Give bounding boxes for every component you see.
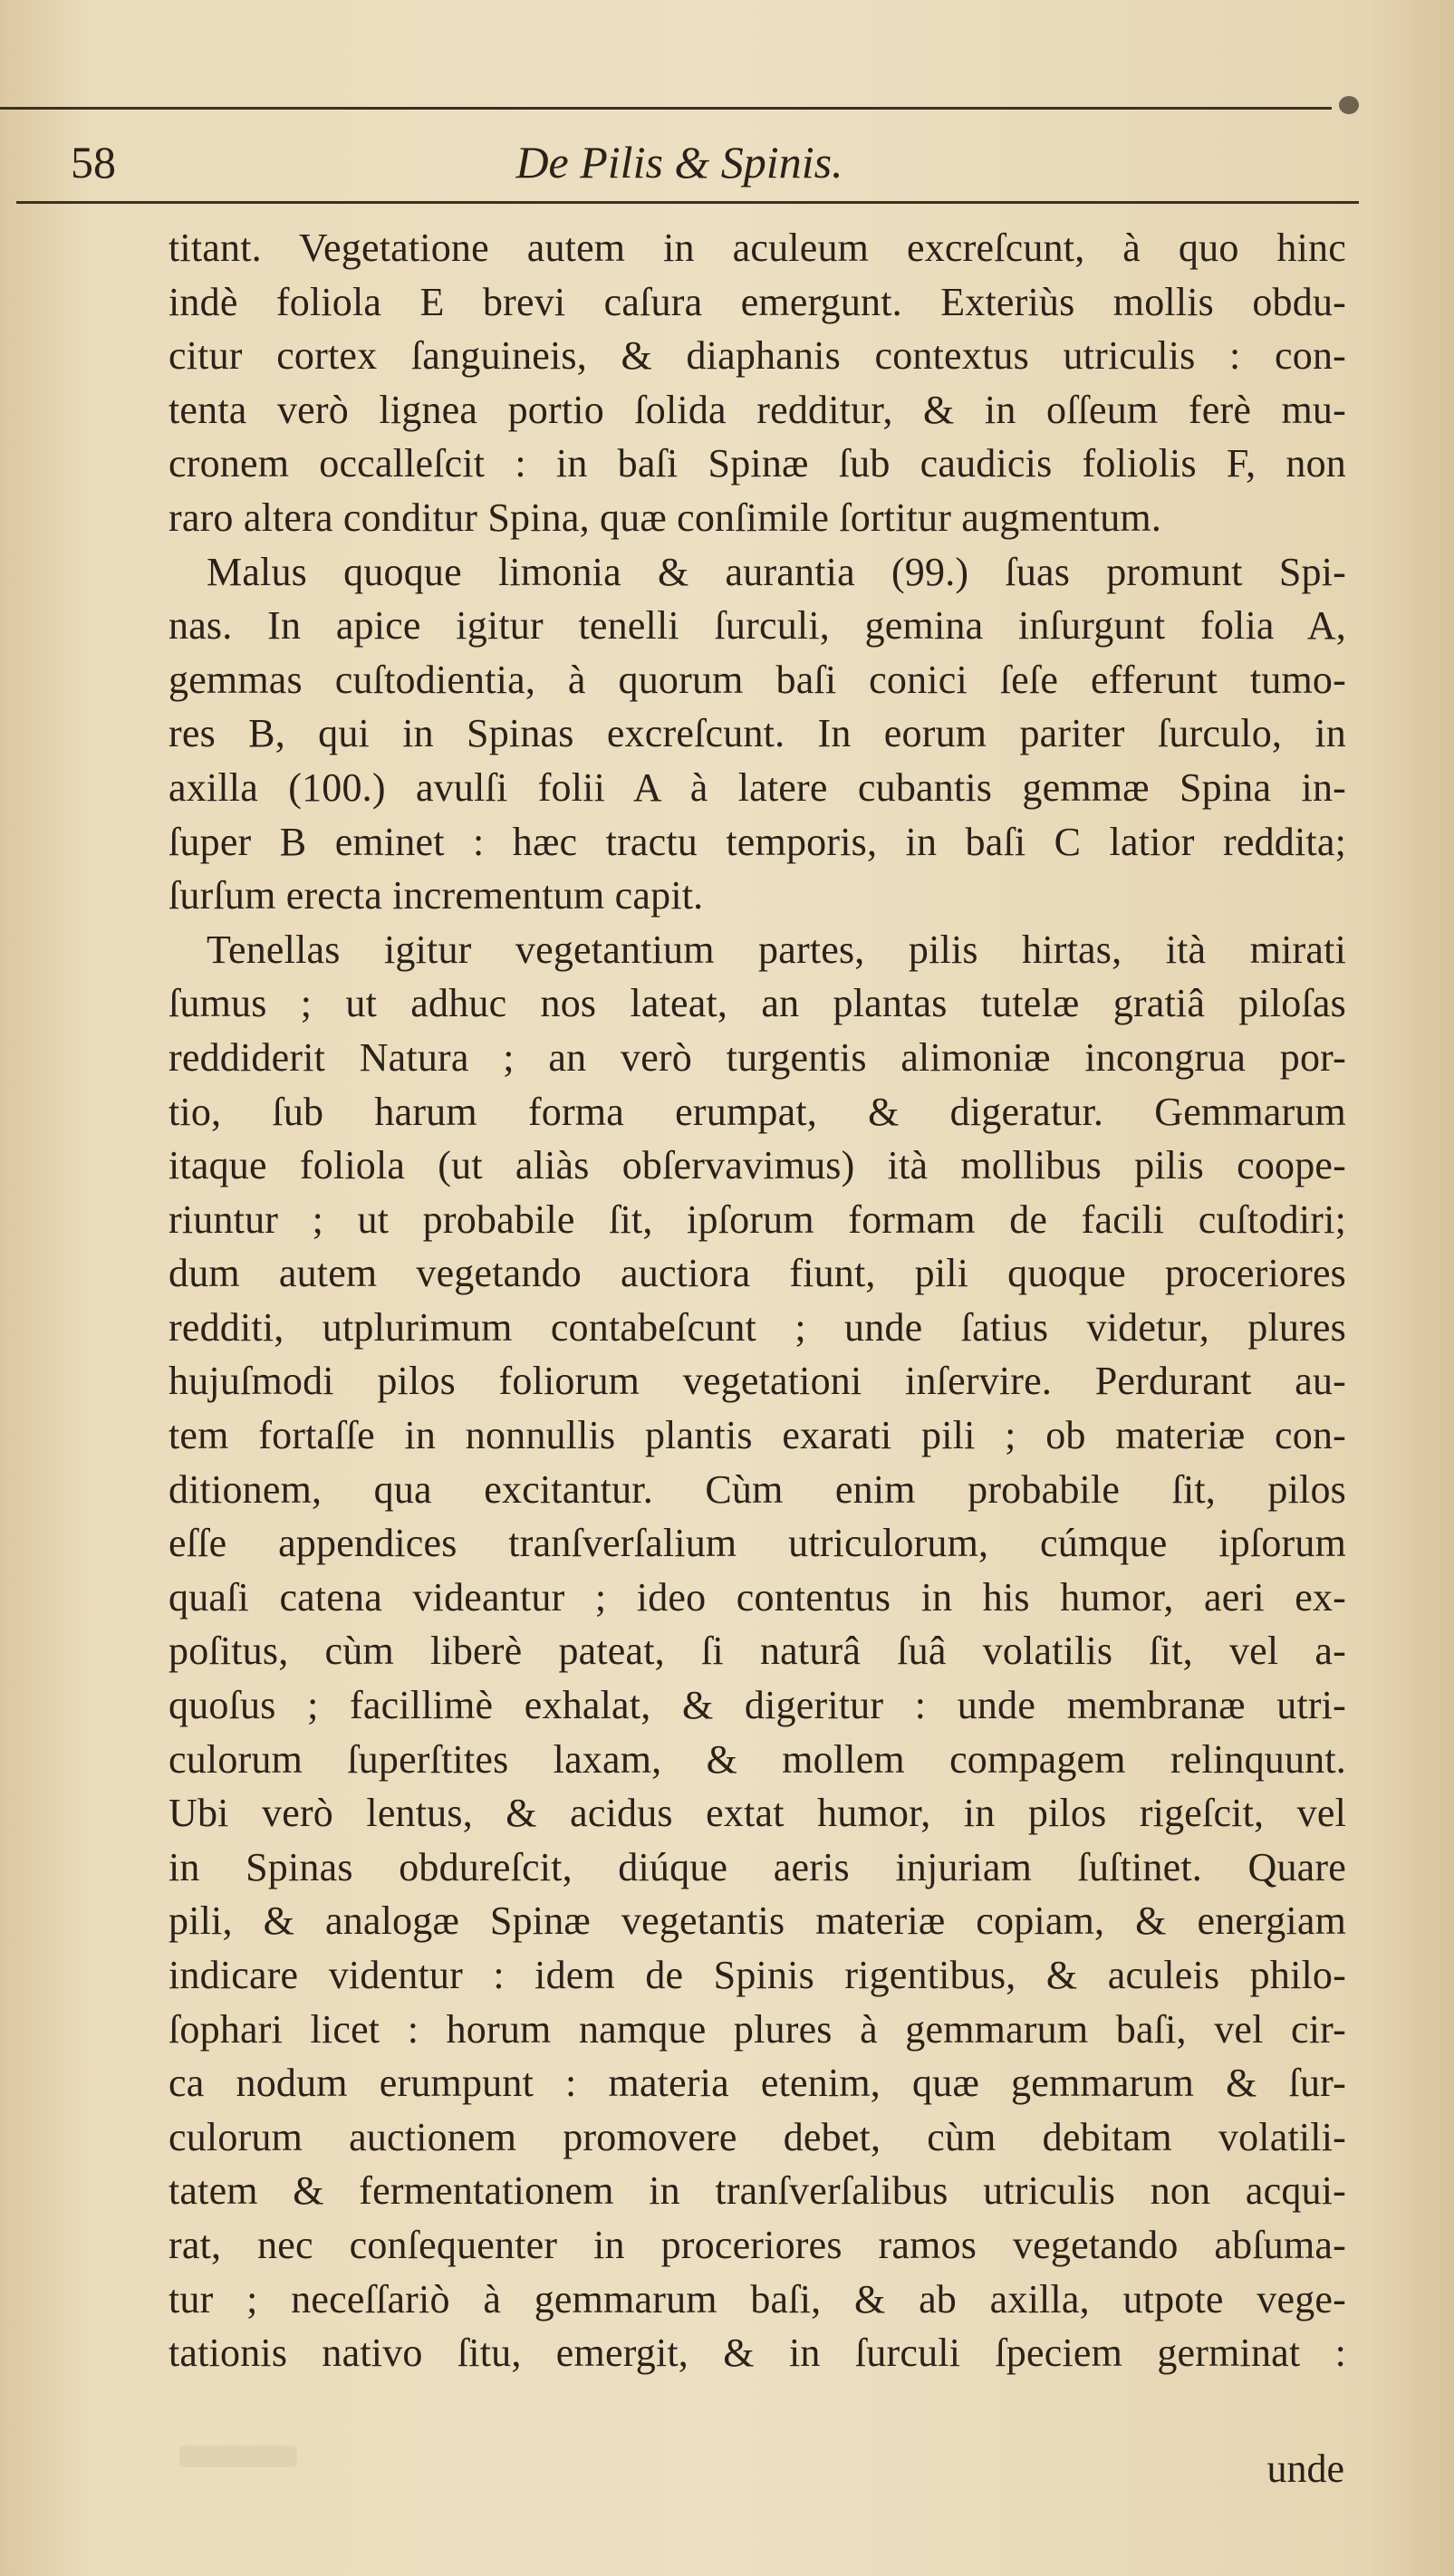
running-head: De Pilis & Spinis. <box>515 137 843 187</box>
text-line: eſſe appendices tranſverſalium utriculorum, cúmque ipſorum <box>169 1521 1346 1566</box>
text-line: cronem occalleſcit : in baſi Spinæ ſub caudicis foliolis F, non <box>169 441 1346 486</box>
text-line: axilla (100.) avulſi folii A à latere cubantis gemmæ Spina in- <box>169 764 1346 810</box>
text-line: indicare videntur : idem de Spinis rigentibus, & aculeis philo- <box>169 1953 1346 1997</box>
text-line: hujuſmodi pilos foliorum vegetationi inſervire. Perdurant au- <box>169 1359 1346 1404</box>
text-line: culorum ſuperſtites laxam, & mollem compagem relinquunt. <box>169 1736 1346 1782</box>
text-line: tur ; neceſſariò à gemmarum baſi, & ab axilla, utpote vege- <box>169 2276 1346 2321</box>
text-line: quaſi catena videantur ; ideo contentus in his humor, aeri ex- <box>169 1574 1346 1620</box>
text-line: indè foliola E brevi caſura emergunt. Exteriùs mollis obdu- <box>169 279 1346 324</box>
catchword: unde <box>1266 2446 1344 2491</box>
text-line: tationis nativo ſitu, emergit, & in ſurculi ſpeciem germinat : <box>169 2331 1346 2376</box>
text-line: nas. In apice igitur tenelli ſurculi, gemina inſurgunt folia A, <box>169 603 1346 649</box>
ink-smudge <box>179 2446 297 2467</box>
text-line: ditionem, qua excitantur. Cùm enim probabile ſit, pilos <box>169 1466 1346 1512</box>
text-line: dum autem vegetando auctiora fiunt, pili quoque proceriores <box>169 1251 1346 1296</box>
text-line: reddiderit Natura ; an verò turgentis alimoniæ incongrua por- <box>169 1034 1346 1080</box>
text-line: Ubi verò lentus, & acidus extat humor, in pilos rigeſcit, vel <box>169 1791 1346 1836</box>
text-line: ſumus ; ut adhuc nos lateat, an plantas tutelæ gratiâ piloſas <box>169 981 1346 1026</box>
text-line: ſuper B eminet : hæc tractu temporis, in baſi C latior reddita; <box>169 819 1346 864</box>
text-line: tenta verò lignea portio ſolida redditur, & in oſſeum ferè mu- <box>169 387 1346 432</box>
text-line: gemmas cuſtodientia, à quorum baſi conici ſeſe efferunt tumo- <box>169 657 1346 702</box>
header-rule <box>16 201 1359 204</box>
text-line: in Spinas obdureſcit, diúque aeris injuriam ſuſtinet. Quare <box>169 1844 1346 1889</box>
text-line: riuntur ; ut probabile ſit, ipſorum formam de facili cuſtodiri; <box>169 1197 1346 1242</box>
text-line: pili, & analogæ Spinæ vegetantis materiæ copiam, & energiam <box>169 1898 1346 1944</box>
text-line: ſophari licet : horum namque plures à gemmarum baſi, vel cir- <box>169 2006 1346 2052</box>
ink-blot <box>1339 96 1359 114</box>
paragraph-start-line: Tenellas igitur vegetantium partes, pilis hirtas, ità mirati <box>207 927 1346 972</box>
text-line: ca nodum erumpunt : materia etenim, quæ gemmarum & ſur- <box>169 2061 1346 2106</box>
text-line: poſitus, cùm liberè pateat, ſi naturâ ſuâ volatilis ſit, vel a- <box>169 1629 1346 1674</box>
body-text <box>169 221 1346 2380</box>
text-line: raro altera conditur Spina, quæ conſimile ſortitur augmentum. <box>169 495 1162 540</box>
text-line: ſurſum erecta incrementum capit. <box>169 873 704 918</box>
top-rule <box>0 107 1332 110</box>
text-line: tio, ſub harum forma erumpat, & digeratur. Gemmarum <box>169 1089 1346 1134</box>
text-line: redditi, utplurimum contabeſcunt ; unde ſatius videtur, plures <box>169 1304 1346 1350</box>
text-line: quoſus ; facillimè exhalat, & digeritur : unde membranæ utri- <box>169 1683 1346 1728</box>
paragraph-start-line: Malus quoque limonia & aurantia (99.) ſuas promunt Spi- <box>207 549 1346 594</box>
text-line: citur cortex ſanguineis, & diaphanis contextus utriculis : con- <box>169 333 1346 379</box>
text-line: res B, qui in Spinas excreſcunt. In eorum pariter ſurculo, in <box>169 711 1346 756</box>
text-line: titant. Vegetatione autem in aculeum excreſcunt, à quo hinc <box>169 226 1346 270</box>
text-line: itaque foliola (ut aliàs obſervavimus) ità mollibus pilis coope- <box>169 1143 1346 1188</box>
text-line: rat, nec conſequenter in proceriores ramos vegetando abſuma- <box>169 2222 1346 2267</box>
page-header <box>0 136 1359 199</box>
page-number: 58 <box>71 137 116 187</box>
text-line: culorum auctionem promovere debet, cùm debitam volatili- <box>169 2114 1346 2159</box>
text-line: tem fortaſſe in nonnullis plantis exarati pili ; ob materiæ con- <box>169 1413 1346 1458</box>
text-line: tatem & fermentationem in tranſverſalibus utriculis non acqui- <box>169 2168 1346 2214</box>
